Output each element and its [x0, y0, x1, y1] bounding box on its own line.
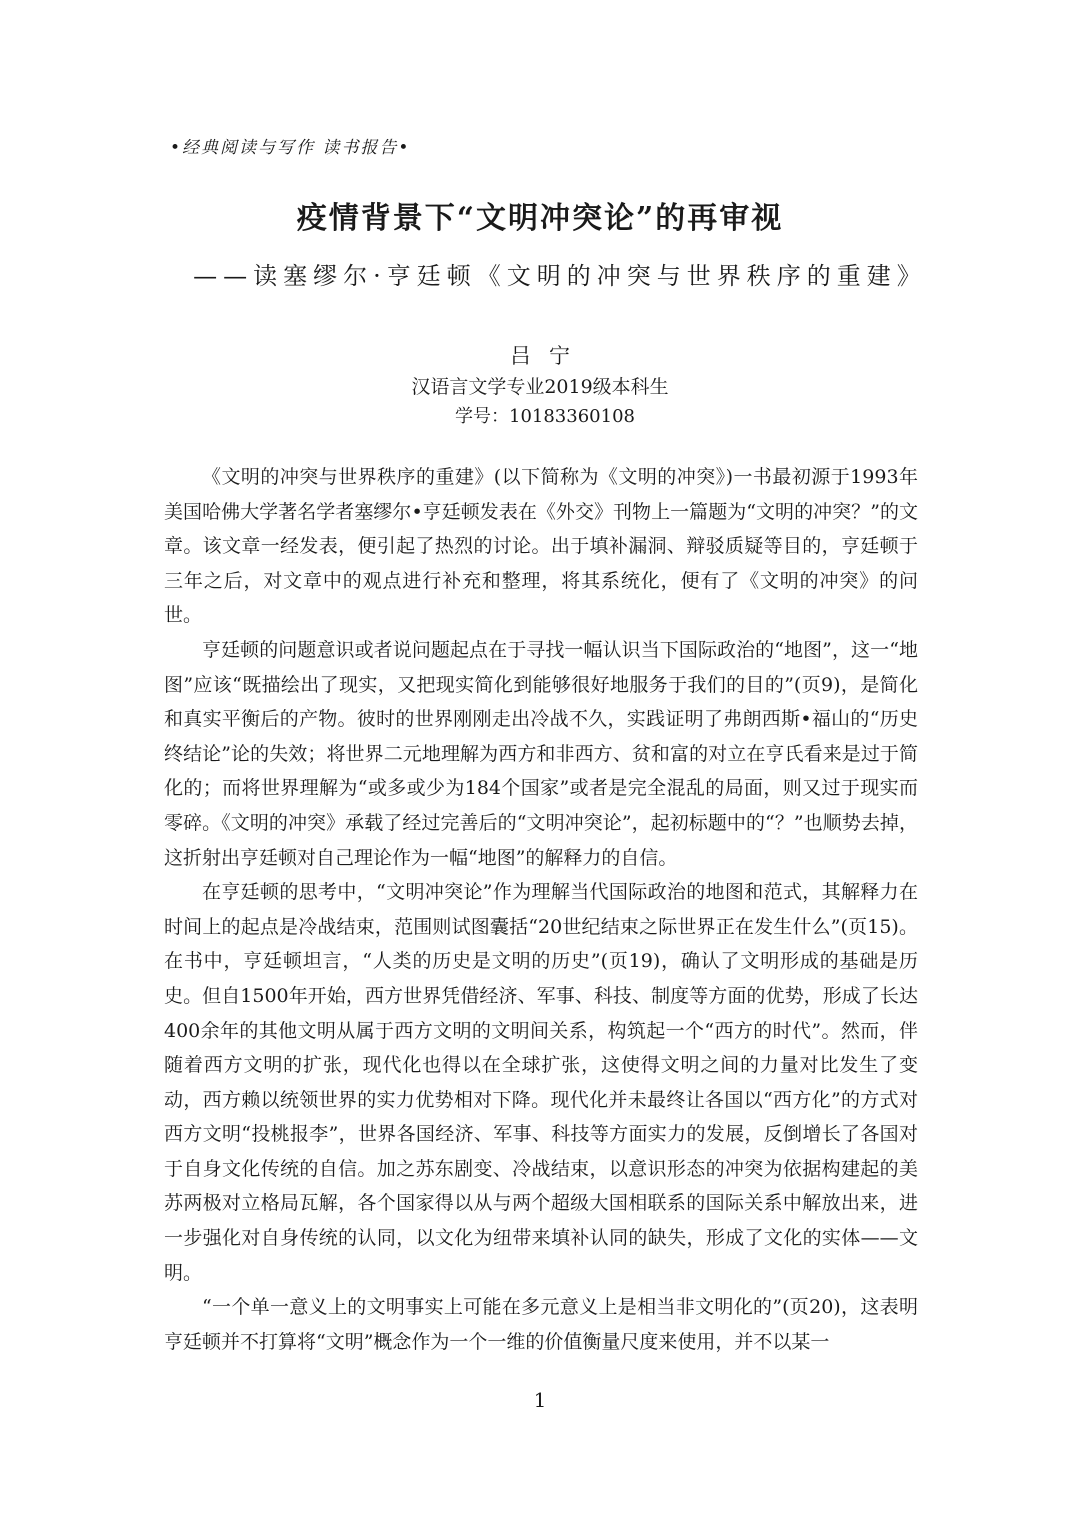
author-name: 吕宁	[510, 344, 588, 368]
author-affiliation: 汉语言文学专业2019级本科生	[411, 376, 669, 398]
column-label: •经典阅读与写作 读书报告•	[170, 138, 411, 158]
page-number: 1	[533, 1388, 547, 1412]
body-paragraph: “一个单一意义上的文明事实上可能在多元意义上是相当非文明化的”(页20)，这表明亨廷顿并不打算将“文明”概念作为一个一维的价值衡量尺度来使用，并不以某一	[164, 1296, 918, 1353]
article-subtitle: ——读塞缪尔·亨廷顿《文明的冲突与世界秩序的重建》	[193, 262, 927, 290]
body-paragraph: 《文明的冲突与世界秩序的重建》(以下简称为《文明的冲突》)一书最初源于1993年美国哈佛大学著名学者塞缪尔•亨廷顿发表在《外交》刊物上一篇题为“文明的冲突？”的文章。该文章一经发表，便引起了热烈的讨论。出于填补漏洞、辩驳质疑等目的，亨廷顿于三年之后，对文章中的观点进行补充和整理，将其系统化，便有了《文明的冲突》的问世。	[164, 466, 918, 627]
article-body	[164, 460, 918, 1359]
body-paragraph: 亨廷顿的问题意识或者说问题起点在于寻找一幅认识当下国际政治的“地图”，这一“地图”应该“既描绘出了现实，又把现实简化到能够很好地服务于我们的目的”(页9)，是简化和真实平衡后的产物。彼时的世界刚刚走出冷战不久，实践证明了弗朗西斯•福山的“历史终结论”论的失效；将世界二元地理解为西方和非西方、贫和富的对立在亨氏看来是过于简化的；而将世界理解为“或多或少为184个国家”或者是完全混乱的局面，则又过于现实而零碎。《文明的冲突》承载了经过完善后的“文明冲突论”，起初标题中的“？”也顺势去掉，这折射出亨廷顿对自己理论作为一幅“地图”的解释力的自信。	[164, 638, 918, 869]
student-id: 学号：10183360108	[455, 406, 635, 427]
article-title: 疫情背景下“文明冲突论”的再审视	[296, 201, 784, 236]
body-paragraph: 在亨廷顿的思考中，“文明冲突论”作为理解当代国际政治的地图和范式，其解释力在时间上的起点是冷战结束，范围则试图囊括“20世纪结束之际世界正在发生什么”(页15)。在书中，亨廷顿坦言，“人类的历史是文明的历史”(页19)，确认了文明形成的基础是历史。但自1500年开始，西方世界凭借经济、军事、科技、制度等方面的优势，形成了长达400余年的其他文明从属于西方文明的文明间关系，构筑起一个“西方的时代”。然而，伴随着西方文明的扩张，现代化也得以在全球扩张，这使得文明之间的力量对比发生了变动，西方赖以统领世界的实力优势相对下降。现代化并未最终让各国以“西方化”的方式对西方文明“投桃报李”，世界各国经济、军事、科技等方面实力的发展，反倒增长了各国对于自身文化传统的自信。加之苏东剧变、冷战结束，以意识形态的冲突为依据构建起的美苏两极对立格局瓦解，各个国家得以从与两个超级大国相联系的国际关系中解放出来，进一步强化对自身传统的认同，以文化为纽带来填补认同的缺失，形成了文化的实体——文明。	[164, 881, 918, 1284]
